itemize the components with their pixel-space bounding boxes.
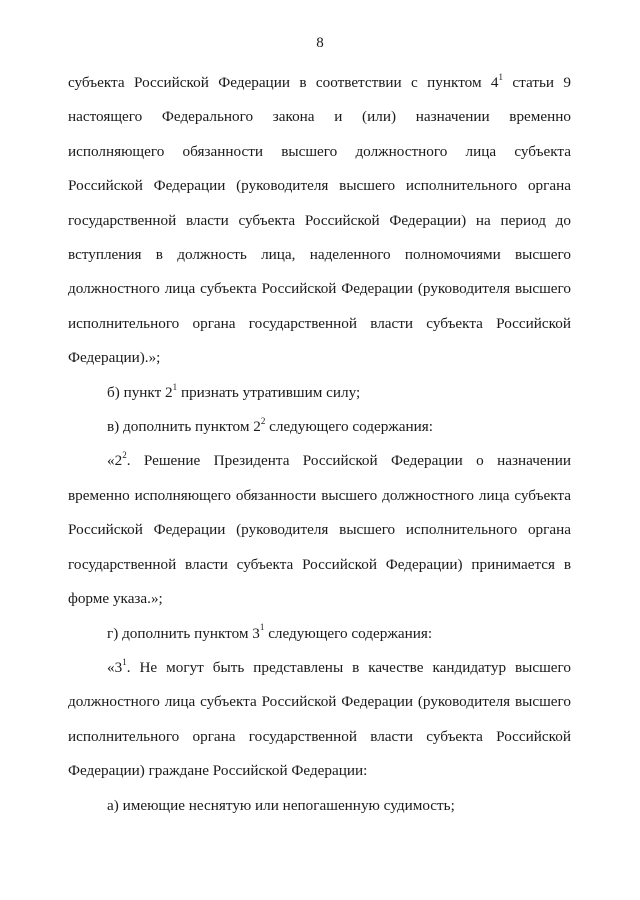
paragraph: «$2^2$. Решение Президента Российской Федерации о назначении временно исполняющего обязанности высшего должностного лица субъекта Российской Федерации (руководителя высшего исполнительного органа государственной власти субъекта Российской Федерации) принимается в форме указа.»; (68, 450, 571, 608)
paragraph: в) дополнить пунктом $2^2$ следующего содержания: (107, 416, 433, 436)
superscript-index: 1 (172, 381, 178, 392)
paragraph: субъекта Российской Федерации в соответствии с пунктом $4^1$ статьи 9 настоящего Федерального закона и (или) назначении временно исполняющего обязанности высшего должностного лица субъекта Российской Федерации (руководителя высшего исполнительного органа государственной власти субъекта Российской Федерации) на период до вступления в должность лица, наделенного полномочиями высшего должностного лица субъекта Российской Федерации (руководителя высшего исполнительного органа государственной власти субъекта Российской Федерации).»; (68, 71, 571, 367)
paragraph: г) дополнить пунктом $3^1$ следующего содержания: (107, 622, 433, 642)
document-body (68, 66, 571, 823)
paragraph: а) имеющие неснятую или непогашенную судимость; (107, 796, 455, 814)
superscript-index: 1 (259, 622, 265, 633)
superscript-index: 2 (122, 450, 127, 461)
paragraph: б) пункт $2^1$ признать утратившим силу; (107, 381, 361, 401)
page-number: 8 (316, 35, 324, 51)
superscript-index: 2 (260, 416, 266, 426)
superscript-index: 1 (498, 71, 504, 82)
superscript-index: 1 (122, 656, 127, 667)
paragraph: «$3^1$. Не могут быть представлены в качестве кандидатур высшего должностного лица субъекта Российской Федерации (руководителя высшего исполнительного органа государственной власти субъекта Российской Федерации) граждане Российской Федерации: (68, 656, 571, 780)
